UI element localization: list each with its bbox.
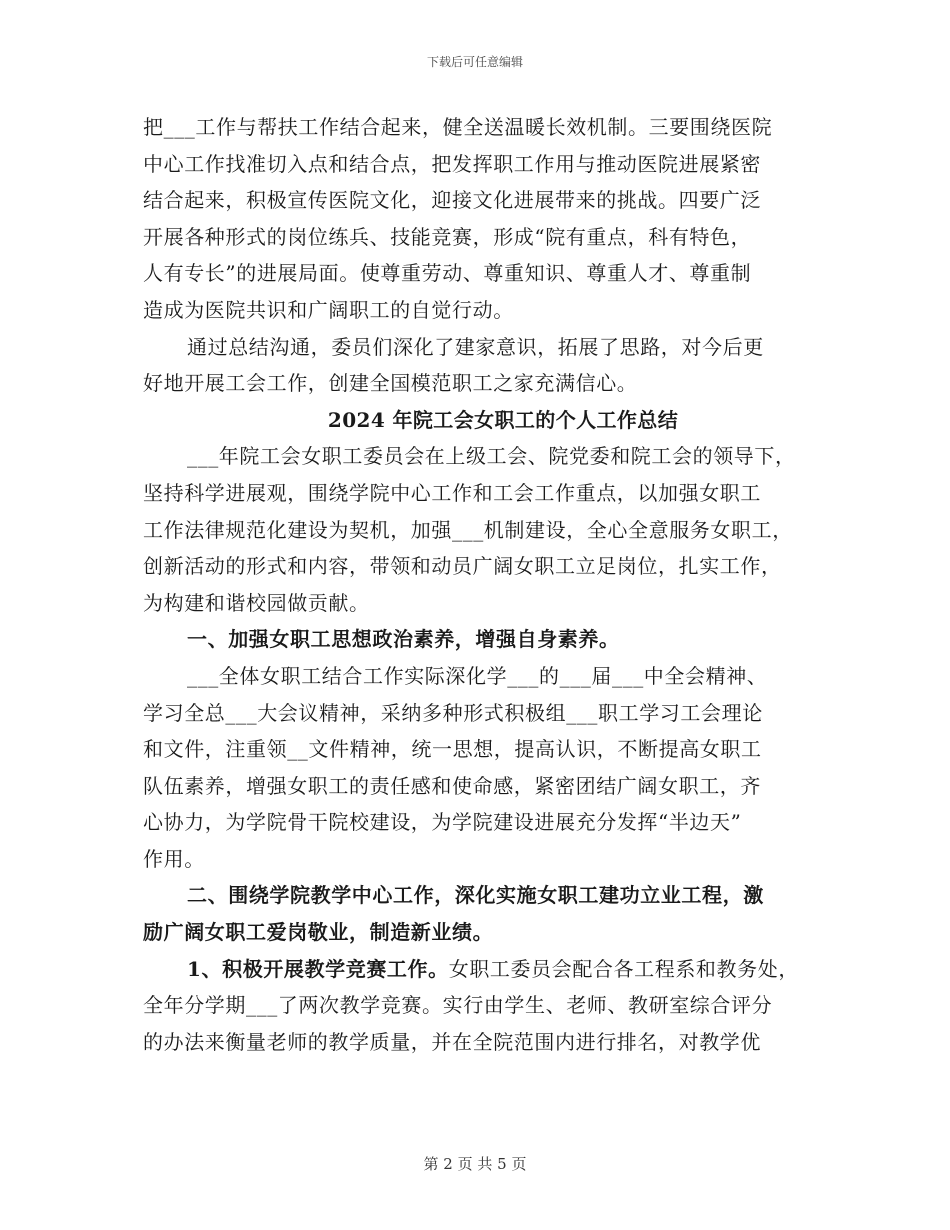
- paragraph-line: 造成为医院共识和广阔职工的自觉行动。: [143, 297, 514, 322]
- paragraph-line: ___全体女职工结合工作实际深化学___的___届___中全会精神、: [187, 663, 768, 688]
- paragraph-line: ___年院工会女职工委员会在上级工会、院党委和院工会的领导下，: [187, 444, 796, 469]
- paragraph-line: 作用。: [143, 846, 205, 871]
- paragraph-line: 开展各种形式的岗位练兵、技能竞赛，形成“院有重点，科有特色，: [143, 224, 752, 249]
- paragraph-line: 人有专长”的进展局面。使尊重劳动、尊重知识、尊重人才、尊重制: [143, 261, 752, 286]
- paragraph-line: 通过总结沟通，委员们深化了建家意识，拓展了思路，对今后更: [187, 334, 764, 359]
- heading-one: 一、加强女职工思想政治素养，增强自身素养。: [187, 627, 620, 652]
- paragraph-line: 心协力，为学院骨干院校建设，为学院建设进展充分发挥“半边天”: [143, 810, 742, 835]
- paragraph-line: 结合起来，积极宣传医院文化，迎接文化进展带来的挑战。四要广泛: [143, 188, 761, 213]
- page-header: 下载后可任意编辑: [426, 55, 523, 69]
- paragraph-text: 女职工委员会配合各工程系和教务处，: [448, 956, 799, 981]
- paragraph-line: 的办法来衡量老师的教学质量，并在全院范围内进行排名，对教学优: [143, 1029, 761, 1054]
- paragraph-line: 全年分学期___了两次教学竞赛。实行由学生、老师、教研室综合评分: [143, 993, 773, 1018]
- paragraph-line: 坚持科学进展观，围绕学院中心工作和工会工作重点，以加强女职工: [143, 480, 761, 505]
- paragraph-line: 队伍素养，增强女职工的责任感和使命感，紧密团结广阔女职工，齐: [143, 773, 761, 798]
- page-footer: 第 2 页 共 5 页: [423, 1155, 527, 1173]
- paragraph-line: [143, 951, 823, 988]
- heading-two-continued: 励广阔女职工爱岗敬业，制造新业绩。: [143, 920, 494, 945]
- paragraph-line: 好地开展工会工作，创建全国模范职工之家充满信心。: [143, 371, 638, 396]
- paragraph-line: 创新活动的形式和内容，带领和动员广阔女职工立足岗位，扎实工作，: [143, 554, 782, 579]
- paragraph-line: 学习全总___大会议精神，采纳多种形式积极组___职工学习工会理论: [143, 700, 763, 725]
- paragraph-line: 为构建和谐校园做贡献。: [143, 590, 370, 615]
- paragraph-line: 和文件，注重领__文件精神，统一思想，提高认识，不断提高女职工: [143, 737, 762, 762]
- heading-two: 二、围绕学院教学中心工作，深化实施女职工建功立业工程，激: [187, 883, 764, 908]
- paragraph-line: 把___工作与帮扶工作结合起来，健全送温暖长效机制。三要围绕医院: [143, 115, 773, 139]
- paragraph-line: 工作法律规范化建设为契机，加强___机制建设，全心全意服务女职工，: [143, 517, 793, 542]
- section-title: 2024 年院工会女职工的个人工作总结: [327, 407, 679, 432]
- paragraph-line: 中心工作找准切入点和结合点，把发挥职工作用与推动医院进展紧密: [143, 151, 761, 176]
- subheading-inline: 1、积极开展教学竞赛工作。: [187, 956, 449, 981]
- document-body: [143, 109, 823, 1060]
